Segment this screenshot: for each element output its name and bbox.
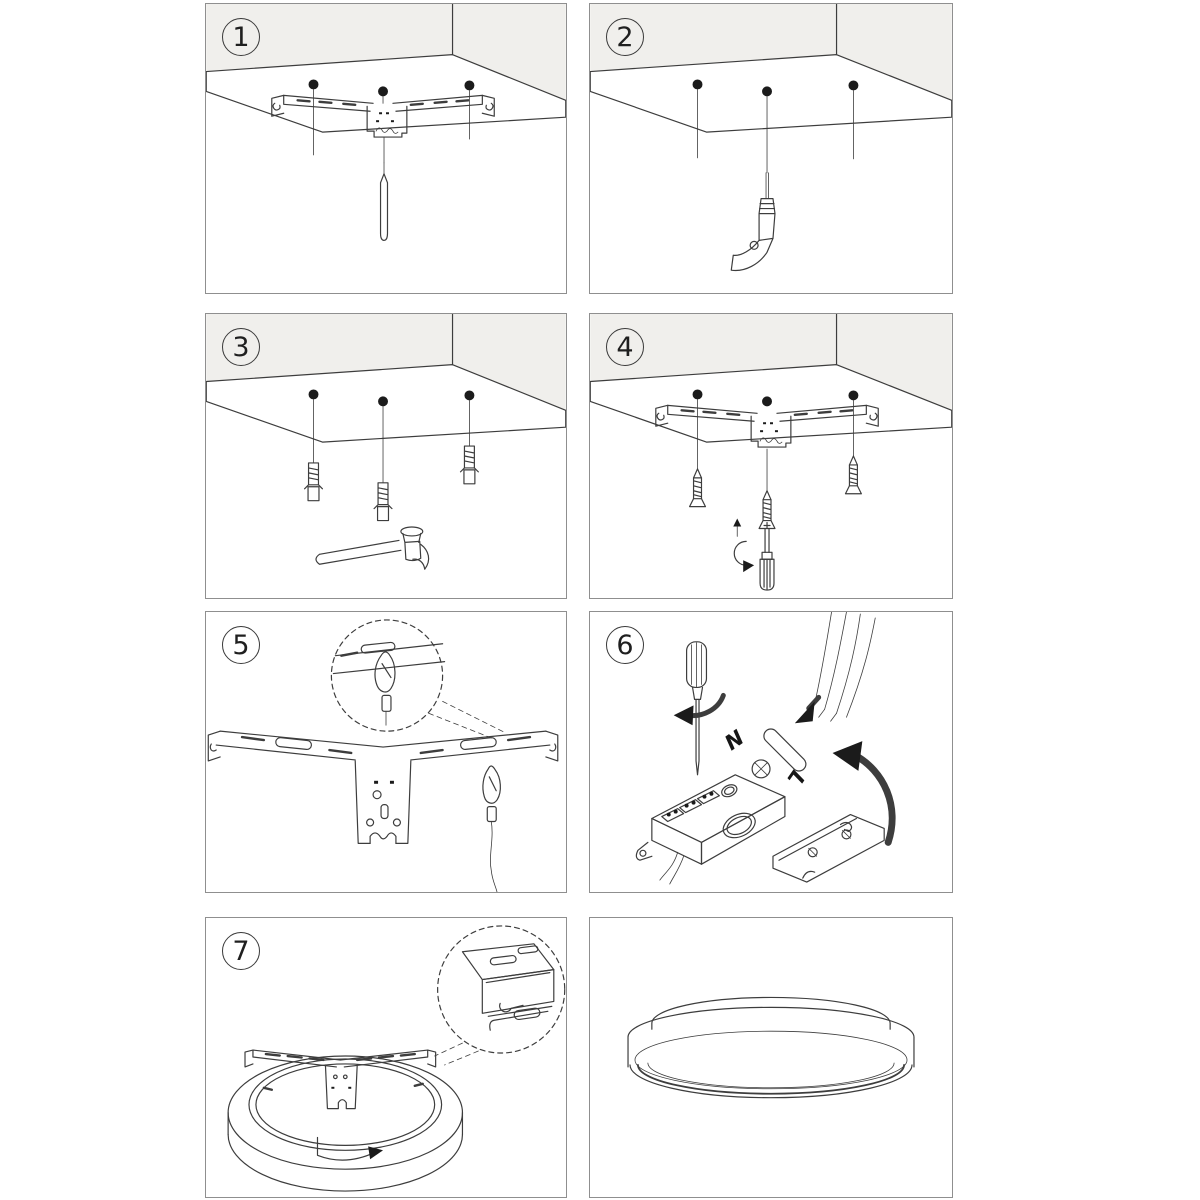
wire-sleeve-tube: [761, 726, 809, 774]
step-number: 1: [232, 21, 250, 53]
magnifier-detail-circle: [435, 926, 565, 1065]
wiring-illustration: [590, 612, 952, 892]
terminal-block: [636, 760, 785, 884]
finished-light-panel: [589, 917, 953, 1198]
step-number: 4: [616, 331, 634, 363]
step-panel-3: [205, 313, 567, 599]
step-number-badge: [222, 328, 260, 366]
safety-cable-hook: [483, 766, 500, 892]
step-number-badge: [222, 626, 260, 664]
insert-anchors-illustration: [206, 314, 566, 598]
screw-bracket-illustration: [590, 314, 952, 598]
lamp-base-ring: [228, 1056, 462, 1191]
hammer: [316, 527, 429, 569]
wall-anchors: [305, 446, 479, 520]
attach-base-illustration: [206, 918, 566, 1197]
mounting-bracket-large: [208, 731, 558, 843]
terminal-cells: [662, 791, 720, 822]
screws: [690, 456, 862, 528]
rotate-clockwise-icon: [733, 519, 754, 573]
step-number: 2: [616, 21, 634, 53]
step-number: 7: [232, 935, 250, 967]
rotate-to-lock-arrow: [317, 1137, 383, 1160]
room-corner: [206, 314, 565, 442]
drill-holes-illustration: [590, 4, 952, 293]
step-number-badge: [606, 18, 644, 56]
marker-pen: [381, 163, 388, 240]
insert-wire-arrow: [795, 697, 819, 723]
step-panel-5: [205, 611, 567, 893]
step-number-badge: [222, 932, 260, 970]
magnifier-detail-circle: [331, 620, 506, 739]
screwdriver: [760, 523, 774, 591]
ground-screw: [752, 760, 770, 778]
step-number-badge: [606, 626, 644, 664]
step-number: 5: [232, 629, 250, 661]
terminal-cover-plate: [773, 815, 884, 883]
step-panel-7: [205, 917, 567, 1198]
step-panel-4: [589, 313, 953, 599]
step-panel-1: [205, 3, 567, 294]
step-panel-6: [589, 611, 953, 893]
step-number: 6: [616, 629, 634, 661]
step-number-badge: [222, 18, 260, 56]
step-number: 3: [232, 331, 250, 363]
live-terminal-label: L: [782, 766, 810, 791]
mark-holes-illustration: [206, 4, 566, 293]
room-corner: [590, 4, 951, 132]
mains-wires: [811, 612, 876, 721]
power-drill: [731, 173, 775, 271]
step-number-badge: [606, 328, 644, 366]
safety-cable-illustration: [206, 612, 566, 892]
neutral-terminal-label: N: [720, 725, 749, 756]
ceiling-light-drum: [628, 997, 914, 1097]
finished-light-illustration: [590, 918, 952, 1197]
step-panel-2: [589, 3, 953, 294]
